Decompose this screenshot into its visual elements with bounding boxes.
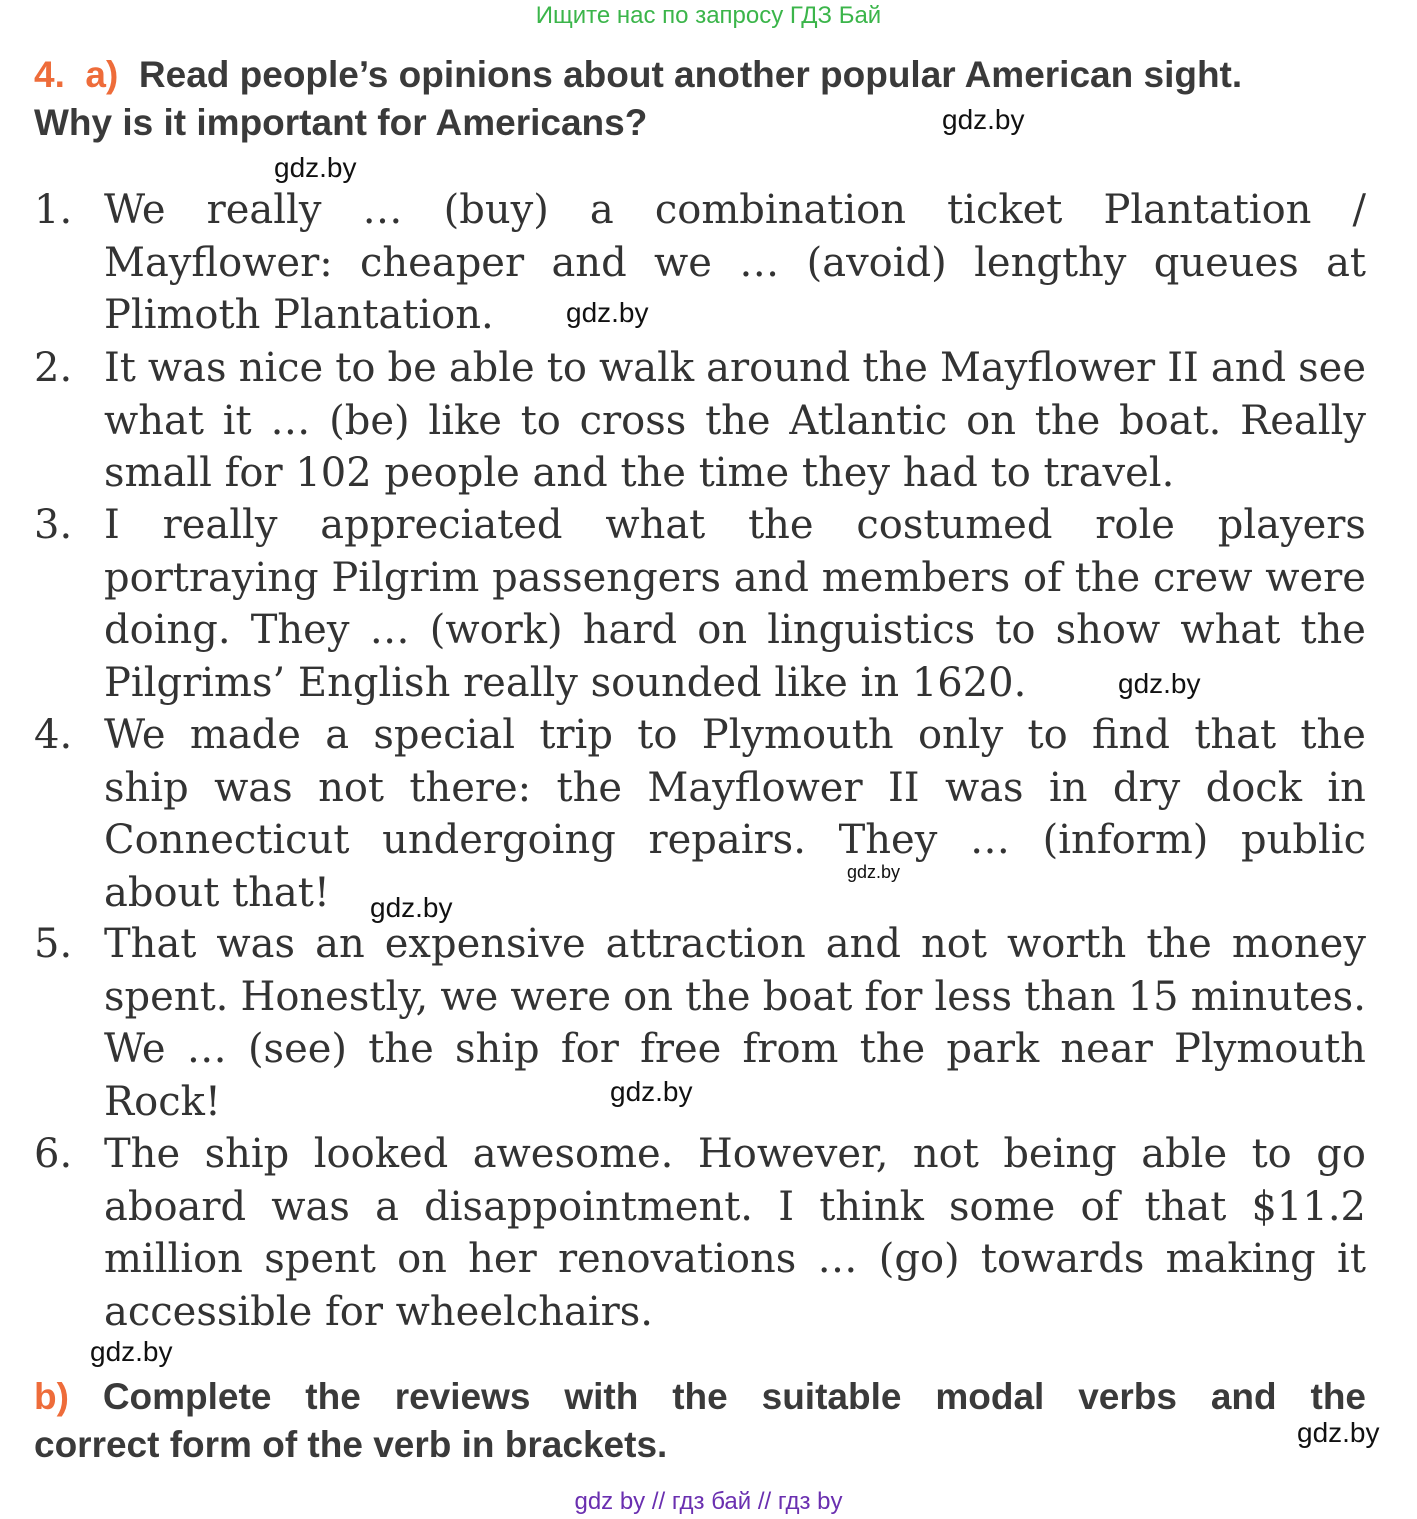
word: II bbox=[887, 764, 920, 811]
item-line bbox=[104, 918, 1366, 971]
word: attraction bbox=[605, 921, 806, 967]
word: be bbox=[387, 345, 437, 391]
word: cheaper bbox=[360, 239, 525, 286]
part-a-line2: Why is it important for Americans? bbox=[34, 102, 648, 143]
word: (inform) bbox=[1042, 817, 1209, 863]
word: find bbox=[1091, 712, 1171, 758]
watermark: gdz.by bbox=[370, 892, 453, 923]
item-number: 2. bbox=[34, 345, 73, 391]
word: … bbox=[186, 1026, 227, 1072]
word: (work) bbox=[429, 607, 563, 653]
word: … bbox=[739, 239, 780, 286]
word: worth bbox=[1007, 921, 1127, 967]
word: modal bbox=[935, 1376, 1045, 1417]
word: cross bbox=[579, 397, 687, 444]
watermark: gdz.by bbox=[942, 104, 1025, 135]
word: awesome. bbox=[472, 1131, 674, 1177]
word: of bbox=[1023, 554, 1062, 601]
word: repairs. bbox=[648, 817, 806, 863]
word: the bbox=[1146, 921, 1212, 967]
word: Mayflower bbox=[939, 345, 1156, 391]
word: passengers bbox=[492, 554, 721, 601]
word: making bbox=[1165, 1236, 1316, 1282]
search-banner: Ищите нас по запросу ГДЗ Бай bbox=[535, 2, 882, 29]
word: verbs bbox=[1078, 1376, 1177, 1417]
word: park bbox=[946, 1026, 1040, 1072]
item-number: 1. bbox=[34, 187, 73, 233]
item-number: 6. bbox=[34, 1131, 73, 1177]
word: really bbox=[162, 502, 278, 548]
word: Connecticut bbox=[104, 817, 350, 863]
word: walk bbox=[598, 345, 695, 391]
word: we bbox=[440, 973, 499, 1020]
word: doing. bbox=[104, 607, 231, 653]
word: special bbox=[373, 712, 516, 758]
word: renovations bbox=[557, 1236, 797, 1282]
watermark: gdz.by bbox=[610, 1076, 693, 1107]
item-line: Plimoth Plantation. bbox=[104, 292, 494, 338]
word: free bbox=[640, 1026, 722, 1072]
word: a bbox=[325, 712, 350, 758]
item-line bbox=[104, 1181, 1366, 1234]
word: Plymouth bbox=[1174, 1026, 1366, 1072]
word: not bbox=[912, 1131, 979, 1177]
word: to bbox=[335, 345, 376, 391]
word: able bbox=[448, 345, 535, 391]
item-line bbox=[104, 395, 1366, 448]
word: the bbox=[859, 1026, 926, 1072]
word: They bbox=[838, 817, 938, 863]
item-line: about that! bbox=[104, 869, 330, 916]
word: We bbox=[104, 712, 166, 758]
word: combination bbox=[654, 187, 907, 233]
word: in bbox=[1048, 764, 1088, 811]
watermark: gdz.by bbox=[566, 297, 649, 328]
word: members bbox=[821, 554, 1011, 601]
word: II bbox=[1167, 345, 1199, 391]
word: there: bbox=[409, 764, 532, 811]
word: being bbox=[1003, 1131, 1117, 1177]
word: million bbox=[104, 1236, 243, 1282]
item-line bbox=[104, 552, 1366, 605]
word: That bbox=[104, 921, 197, 967]
word: and bbox=[1210, 345, 1287, 391]
word: / bbox=[1352, 187, 1366, 233]
word: made bbox=[189, 712, 301, 758]
word: Mayflower: bbox=[104, 239, 333, 286]
item-line bbox=[104, 762, 1366, 815]
word: … bbox=[969, 817, 1010, 863]
word: Really bbox=[1240, 397, 1366, 444]
word: the bbox=[305, 1376, 361, 1417]
word: (go) bbox=[878, 1236, 960, 1282]
word: the bbox=[748, 502, 814, 548]
word: on bbox=[697, 607, 748, 653]
word: the bbox=[556, 764, 623, 811]
word: Honestly, bbox=[240, 973, 429, 1020]
part-b-line2: correct form of the verb in brackets. bbox=[34, 1424, 668, 1465]
word: the bbox=[1300, 607, 1366, 653]
word: that bbox=[1194, 712, 1277, 758]
word: her bbox=[468, 1236, 537, 1282]
word: … bbox=[369, 607, 410, 653]
word: ship bbox=[204, 1131, 290, 1177]
word: the bbox=[685, 973, 751, 1020]
item-number: 3. bbox=[34, 502, 73, 548]
word: to bbox=[637, 712, 678, 758]
footer-links: gdz by // гдз бай // гдз by bbox=[574, 1488, 843, 1515]
word: on bbox=[397, 1236, 447, 1282]
item-line bbox=[104, 604, 1366, 657]
word: (buy) bbox=[443, 187, 549, 233]
word: Complete bbox=[102, 1376, 272, 1417]
word: money bbox=[1231, 921, 1366, 967]
word: what bbox=[1180, 607, 1281, 653]
word: (see) bbox=[247, 1026, 348, 1072]
word: the bbox=[862, 345, 928, 391]
word: They bbox=[250, 607, 350, 653]
word: we bbox=[654, 239, 712, 286]
word: go bbox=[1316, 1131, 1366, 1177]
word: to bbox=[546, 345, 587, 391]
word: However, bbox=[697, 1131, 889, 1177]
word: $11.2 bbox=[1251, 1183, 1366, 1230]
word: portraying bbox=[104, 554, 319, 601]
word: undergoing bbox=[382, 817, 616, 863]
word: boat. bbox=[1119, 397, 1222, 444]
word: nice bbox=[238, 345, 324, 391]
item-number: 4. bbox=[34, 712, 73, 758]
watermark: gdz.by bbox=[1118, 668, 1201, 699]
word: around bbox=[706, 345, 851, 391]
task-heading bbox=[34, 54, 1242, 96]
word: less bbox=[934, 973, 1013, 1020]
item-line bbox=[104, 237, 1366, 290]
word: 15 bbox=[1127, 973, 1179, 1020]
word: boat bbox=[762, 973, 853, 1020]
word: with bbox=[564, 1376, 639, 1417]
word: the bbox=[1310, 1376, 1366, 1417]
word: costumed bbox=[856, 502, 1053, 548]
word: crew bbox=[1153, 554, 1253, 601]
word: spent. bbox=[104, 973, 229, 1020]
word: was bbox=[214, 764, 293, 811]
word: not bbox=[921, 921, 987, 967]
word: linguistics bbox=[767, 607, 976, 653]
word: to bbox=[1027, 712, 1068, 758]
word: lengthy bbox=[974, 239, 1127, 286]
word: … bbox=[362, 187, 403, 233]
word: dock bbox=[1205, 764, 1302, 811]
word: and bbox=[1210, 1376, 1277, 1417]
word: the bbox=[672, 1376, 728, 1417]
word: ticket bbox=[947, 187, 1063, 233]
word: spent bbox=[264, 1236, 376, 1282]
word: queues bbox=[1153, 239, 1299, 286]
item-number: 5. bbox=[34, 921, 73, 967]
word: minutes. bbox=[1190, 973, 1366, 1020]
word: think bbox=[819, 1183, 924, 1230]
word: a bbox=[589, 187, 614, 233]
word: what bbox=[605, 502, 706, 548]
item-line bbox=[104, 499, 1366, 552]
word: Mayflower bbox=[647, 764, 863, 811]
word: towards bbox=[980, 1236, 1145, 1282]
word: on bbox=[966, 397, 1016, 444]
word: really bbox=[206, 187, 322, 233]
word: Atlantic bbox=[789, 397, 948, 444]
word: reviews bbox=[394, 1376, 531, 1417]
item-line bbox=[104, 184, 1366, 237]
word: of bbox=[1080, 1183, 1120, 1230]
word: Plantation bbox=[1103, 187, 1312, 233]
word: We bbox=[104, 1026, 166, 1072]
word: in bbox=[1327, 764, 1366, 811]
word: it bbox=[1337, 1236, 1366, 1282]
watermark: gdz.by bbox=[274, 152, 357, 183]
word: for bbox=[864, 973, 923, 1020]
watermark: gdz.by bbox=[1297, 1417, 1380, 1448]
word: Pilgrim bbox=[331, 554, 480, 601]
item-line bbox=[104, 1023, 1366, 1076]
word: were bbox=[1265, 554, 1366, 601]
word: to bbox=[520, 397, 561, 444]
word: was bbox=[271, 1183, 350, 1230]
part-a-marker: a) bbox=[85, 54, 119, 95]
word: for bbox=[560, 1026, 619, 1072]
part-a-line1: Read people’s opinions about another popular American sight. bbox=[138, 54, 1243, 95]
word: I bbox=[778, 1183, 795, 1230]
word: the bbox=[1074, 554, 1141, 601]
word: not bbox=[318, 764, 384, 811]
word: and bbox=[551, 239, 627, 286]
item-line bbox=[104, 709, 1366, 762]
item-line: Rock! bbox=[104, 1078, 221, 1125]
item-line: Pilgrims’ English really sounded like in 1620. bbox=[104, 659, 1027, 706]
part-b-line1-row bbox=[34, 1376, 1366, 1418]
word: than bbox=[1024, 973, 1116, 1020]
watermark: gdz.by bbox=[847, 862, 901, 882]
word: and bbox=[733, 554, 809, 601]
word: the bbox=[705, 397, 771, 444]
word: Plymouth bbox=[701, 712, 894, 758]
word: like bbox=[428, 397, 502, 444]
word: It bbox=[104, 345, 136, 391]
word: the bbox=[368, 1026, 434, 1072]
item-line bbox=[104, 814, 1366, 867]
word: I bbox=[104, 502, 120, 548]
word: to bbox=[995, 607, 1036, 653]
word: show bbox=[1055, 607, 1161, 653]
word: only bbox=[917, 712, 1004, 758]
item-line bbox=[104, 971, 1366, 1024]
word: trip bbox=[539, 712, 613, 758]
word: expensive bbox=[384, 921, 586, 967]
word: and bbox=[825, 921, 901, 967]
word: (avoid) bbox=[806, 239, 947, 286]
task-number: 4. bbox=[34, 54, 65, 95]
word: the bbox=[1034, 397, 1101, 444]
word: the bbox=[1300, 712, 1366, 758]
word: aboard bbox=[104, 1183, 247, 1230]
word: was bbox=[944, 764, 1024, 811]
word: public bbox=[1241, 817, 1366, 863]
word: see bbox=[1298, 345, 1366, 391]
word: ship bbox=[454, 1026, 540, 1072]
word: able bbox=[1141, 1131, 1228, 1177]
word: … bbox=[817, 1236, 858, 1282]
word: hard bbox=[582, 607, 678, 653]
item-line: accessible for wheelchairs. bbox=[104, 1288, 653, 1335]
word: that bbox=[1144, 1183, 1227, 1230]
word: … bbox=[270, 397, 311, 444]
word: what bbox=[104, 397, 204, 444]
word: We bbox=[104, 187, 166, 233]
item-line bbox=[104, 342, 1366, 395]
word: suitable bbox=[761, 1376, 902, 1417]
word: players bbox=[1217, 502, 1366, 548]
word: it bbox=[222, 397, 252, 444]
word: role bbox=[1095, 502, 1175, 548]
part-b-marker: b) bbox=[34, 1376, 69, 1417]
word: ship bbox=[104, 764, 189, 811]
word: from bbox=[742, 1026, 839, 1072]
word: disappointment. bbox=[424, 1183, 754, 1230]
word: dry bbox=[1112, 764, 1181, 811]
word: were bbox=[510, 973, 612, 1020]
word: was bbox=[216, 921, 296, 967]
watermark: gdz.by bbox=[90, 1336, 173, 1367]
item-line bbox=[104, 1128, 1366, 1181]
word: near bbox=[1060, 1026, 1153, 1072]
word: The bbox=[104, 1131, 181, 1177]
word: an bbox=[315, 921, 365, 967]
word: at bbox=[1326, 239, 1366, 286]
word: looked bbox=[313, 1131, 449, 1177]
word: was bbox=[147, 345, 227, 391]
word: to bbox=[1251, 1131, 1292, 1177]
word: some bbox=[949, 1183, 1056, 1230]
word: a bbox=[375, 1183, 399, 1230]
word: (be) bbox=[329, 397, 410, 444]
item-line: small for 102 people and the time they had to travel. bbox=[104, 450, 1175, 496]
word: on bbox=[623, 973, 673, 1020]
word: appreciated bbox=[320, 502, 563, 548]
item-line bbox=[104, 1233, 1366, 1286]
